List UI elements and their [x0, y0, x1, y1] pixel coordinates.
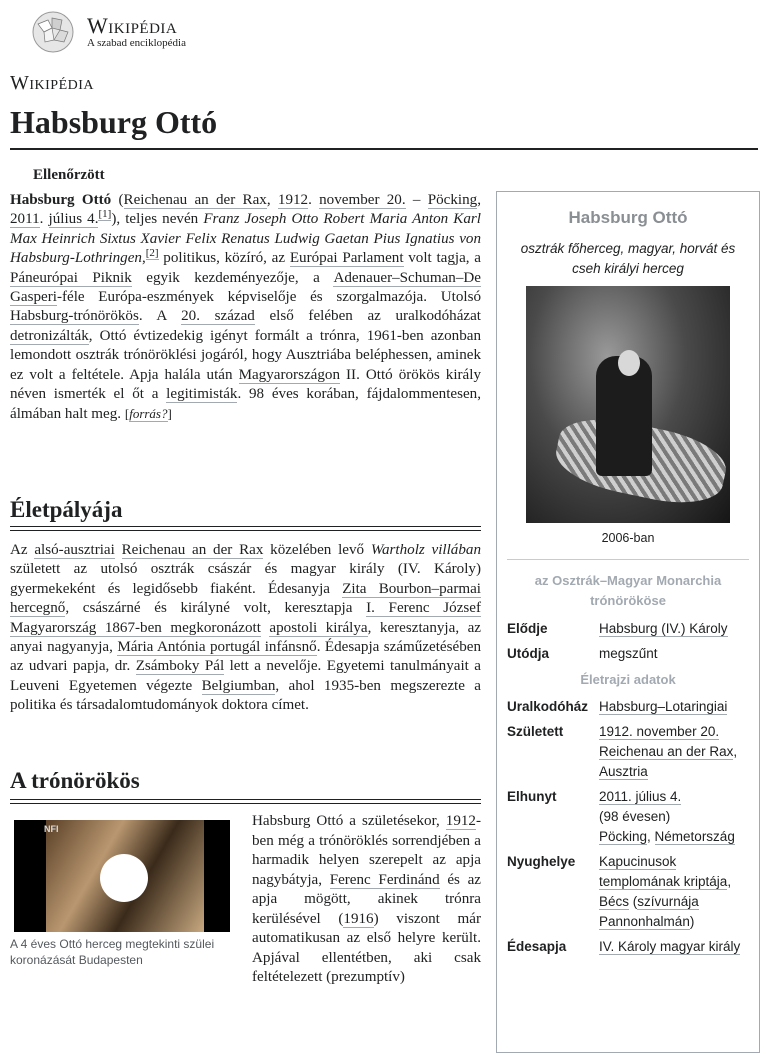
- full-name: Franz Joseph Otto Robert Maria Anton Karl Max Heinrich Sixtus Xavier Felix Renatus Ludwig Gaetan Pius Ignatius von Habsburg-Lothringen: [10, 211, 481, 267]
- text: Az: [10, 542, 35, 558]
- verified-badge: Ellenőrzött: [33, 167, 105, 183]
- section-divider: [10, 799, 481, 804]
- link-zsamboky[interactable]: Zsámboky Pál: [135, 658, 225, 675]
- link-zita[interactable]: Zita Bourbon–parmai hercegnő: [10, 580, 481, 617]
- figure-caption: A 4 éves Ottó herceg megtekinti szülei koronázását Budapesten: [10, 937, 215, 967]
- wikipedia-globe-logo[interactable]: [28, 10, 78, 54]
- coronation-figure: [10, 820, 232, 968]
- link-franz-ferdinand[interactable]: Ferenc Ferdinánd: [329, 871, 440, 888]
- text: , keresztanyja, az anyai nagyanyja,: [10, 619, 482, 656]
- text: ,: [141, 250, 146, 267]
- link-parent[interactable]: IV. Károly magyar király: [599, 939, 741, 954]
- row-house: [507, 697, 749, 717]
- text: [: [124, 406, 130, 422]
- link-legitimists[interactable]: legitimisták: [166, 386, 238, 403]
- link-reichenau[interactable]: Reichenau an der Rax: [123, 192, 267, 208]
- label-died: Elhunyt: [507, 789, 557, 804]
- heir-paragraph: [252, 812, 481, 988]
- portrait-caption: 2006-ban: [601, 531, 655, 545]
- text: ,: [477, 192, 481, 208]
- link-1912[interactable]: 1912: [277, 192, 309, 208]
- text: ]: [167, 406, 172, 422]
- text: ,: [266, 192, 278, 208]
- head-shape: [618, 350, 640, 376]
- link-20th-century[interactable]: 20. század: [181, 308, 255, 325]
- link-lower-austrian[interactable]: alsó-ausztriai: [34, 542, 115, 558]
- link-died-place[interactable]: Pöcking: [599, 829, 648, 844]
- site-tagline: A szabad enciklopédia: [87, 36, 186, 49]
- label-resting-place: Nyughelye: [507, 854, 576, 869]
- row-died: Elhunyt 2011. július 4. (98 évesen) Pöcking, Németország: [507, 787, 749, 847]
- play-overlay-icon: [100, 854, 148, 902]
- link-jul4[interactable]: július 4.: [48, 211, 99, 228]
- text: első felében az uralkodóházat: [254, 308, 481, 325]
- text: egyik kezdeményezője, a: [131, 269, 334, 286]
- infobox-divider: [507, 559, 749, 560]
- link-capuchin-crypt[interactable]: Kapucinusok templomának kriptája: [599, 854, 728, 889]
- link-apostolic-king[interactable]: apostoli királya: [269, 619, 368, 636]
- link-1916[interactable]: 1916: [343, 910, 374, 927]
- text: II. Ottó örökös király néven ismerték el őt a: [10, 366, 481, 403]
- link-2011[interactable]: 2011: [10, 211, 40, 228]
- link-belgium[interactable]: Belgiumban: [201, 677, 276, 694]
- row-predecessor: [507, 619, 749, 639]
- link-vienna[interactable]: Bécs: [599, 894, 630, 909]
- infobox-subtitle: osztrák főherceg, magyar, horvát és cseh királyi herceg: [520, 241, 736, 276]
- died-age: (98 évesen): [599, 809, 671, 824]
- text: -ben még a trónöröklés sorrendjében a harmadik helyen szerepelt az apja nagybátyja,: [252, 813, 481, 888]
- label-house: Uralkodóház: [507, 699, 589, 714]
- ref-1[interactable]: [1]: [98, 208, 112, 221]
- link-nov20[interactable]: november 20.: [319, 192, 406, 208]
- text: Habsburg Ottó a születésekor,: [252, 813, 446, 829]
- infobox-title: Habsburg Ottó: [568, 208, 688, 227]
- link-reichenau-2[interactable]: Reichenau an der Rax: [121, 542, 264, 558]
- text: , császárné és királyné volt, keresztapja: [65, 600, 367, 617]
- nfi-watermark-logo: NFI: [44, 824, 59, 834]
- label-successor: Utódja: [507, 646, 549, 661]
- infobox-section-bio: Életrajzi adatok: [580, 672, 676, 687]
- link-habsburg-heir[interactable]: Habsburg-trónörökös: [10, 308, 139, 325]
- portrait-image[interactable]: [526, 286, 730, 523]
- text: .: [308, 192, 320, 208]
- text: , Ottó évtizedekig igényt formált a trónra, 1961-ben azonban lemondott osztrák trónöröklési jogáról, hogy Ausztriába beléphessen, aminek ez volt a feltétele. Apja halála után: [10, 327, 481, 383]
- coronation-image[interactable]: [14, 820, 230, 932]
- infobox-section-heir: az Osztrák–Magyar Monarchia trónörököse: [534, 573, 722, 608]
- link-dethroned[interactable]: detronizálták: [10, 327, 89, 344]
- link-pocking[interactable]: Pöcking: [427, 192, 478, 208]
- section-heading-heir: A trónörökös: [10, 768, 140, 793]
- link-born-country[interactable]: Ausztria: [599, 764, 648, 779]
- text: –: [405, 192, 428, 208]
- text: .: [39, 211, 49, 228]
- text: [115, 542, 122, 558]
- row-resting-place: Nyughelye Kapucinusok templomának kriptája, Bécs (szívurnája Pannonhalmán): [507, 852, 749, 932]
- text: . A: [138, 308, 182, 325]
- row-born: Született 1912. november 20. Reichenau an der Rax, Ausztria: [507, 722, 749, 782]
- text: született az utolsó osztrák császár és magyar király (IV. Károly) gyermekeként és legidősebb fiaként. Édesanyja: [10, 561, 481, 597]
- label-born: Született: [507, 724, 564, 739]
- link-died-date[interactable]: . július 4.: [628, 789, 682, 804]
- career-paragraph: [10, 541, 481, 716]
- ref-2[interactable]: [2]: [145, 247, 159, 260]
- lead-paragraph: [10, 191, 481, 425]
- text: lett a nevelője. Egyetemi tanulmányait a Leuveni Egyetemen végezte: [10, 658, 481, 694]
- text: . Édesapja száműzetésében az udvari papja, dr.: [10, 639, 481, 675]
- villa-name: Wartholz villában: [370, 542, 481, 558]
- label-predecessor: Elődje: [507, 621, 548, 636]
- link-born-date[interactable]: . november 20.: [629, 724, 720, 739]
- link-born-place[interactable]: Reichenau an der Rax: [599, 744, 734, 759]
- text: , ahol 1935-ben megszerezte a politika és társadalomtudományok doktora címet.: [10, 677, 482, 714]
- text: (: [111, 192, 124, 208]
- page-title: Habsburg Ottó: [10, 104, 218, 140]
- link-heart-urn[interactable]: szívurnája Pannonhalmán: [599, 894, 699, 929]
- text: politikus, közíró, az: [158, 250, 290, 267]
- wordmark: Wikipédia: [10, 72, 95, 94]
- section-heading-career: Életpályája: [10, 497, 123, 522]
- citation-needed-link[interactable]: forrás?: [129, 406, 168, 422]
- link-house[interactable]: Habsburg–Lotaringiai: [599, 699, 728, 714]
- link-european-parliament[interactable]: Európai Parlament: [289, 250, 404, 267]
- lead-bold-name: Habsburg Ottó: [10, 192, 112, 208]
- link-paneuropean-picnic[interactable]: Páneurópai Piknik: [10, 269, 132, 286]
- row-successor: [507, 644, 749, 664]
- section-divider: [10, 526, 481, 531]
- row-parent: [507, 937, 749, 957]
- text: közelében levő: [263, 542, 371, 558]
- link-died-year[interactable]: 2011: [599, 789, 629, 804]
- site-header: [28, 8, 186, 56]
- text: volt tagja, a: [403, 250, 482, 267]
- link-predecessor[interactable]: Habsburg (IV.) Károly: [599, 621, 728, 636]
- site-name[interactable]: Wikipédia: [87, 12, 178, 38]
- link-maria-antonia[interactable]: Mária Antónia portugál infánsnő: [117, 639, 317, 656]
- link-hungary[interactable]: Magyarországon: [238, 366, 340, 383]
- label-parent: Édesapja: [507, 939, 567, 954]
- link-born-year[interactable]: 1912: [599, 724, 630, 739]
- link-adenauer[interactable]: Adenauer–Schuman–De Gasperi: [10, 269, 481, 306]
- text: ), teljes nevén: [111, 211, 204, 228]
- link-1912-2[interactable]: 1912: [445, 813, 476, 829]
- title-divider: [10, 148, 758, 150]
- citation-needed: [125, 406, 172, 422]
- link-died-country[interactable]: Németország: [654, 829, 735, 844]
- text: ) viszont már automatikusan az első helyre került. Apjával ellentétben, aki csak feltételezett (prezumptív): [252, 910, 481, 985]
- link-franz-joseph[interactable]: I. Ferenc József Magyarország 1867-ben megkoronázott: [10, 600, 481, 636]
- successor-value: megszűnt: [599, 646, 658, 661]
- infobox: [496, 191, 760, 1053]
- text: és az apja mögött, akinek trónra kerülésével (: [252, 871, 481, 927]
- text: -féle Európa-eszmények képviselője és szorgalmazója. Utolsó: [56, 289, 481, 306]
- text: . 98 éves korában, fájdalommentesen, álmában halt meg.: [10, 386, 481, 423]
